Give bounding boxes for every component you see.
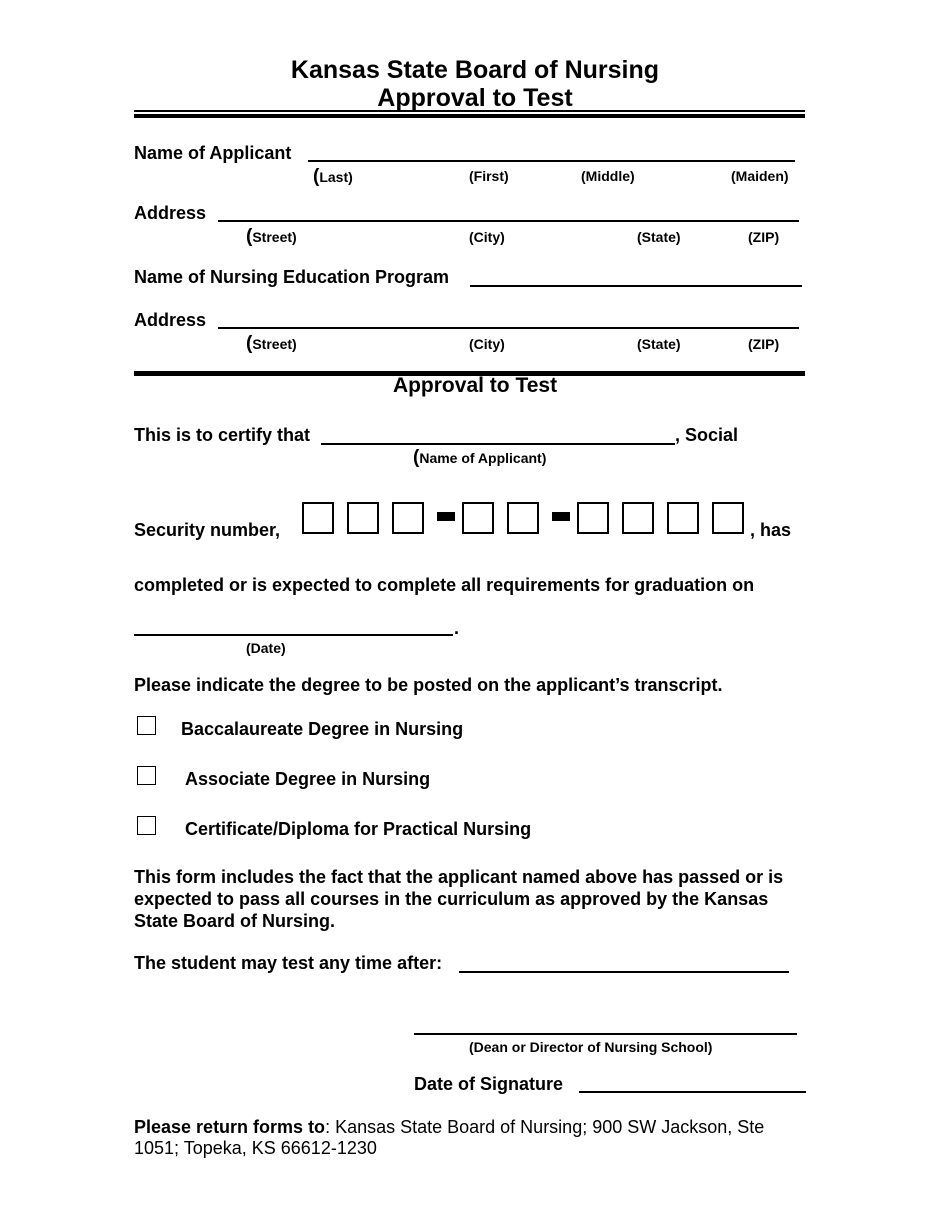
certify-name-caption: (Name of Applicant) [413,447,547,468]
practical-nursing-checkbox[interactable] [137,816,156,835]
baccalaureate-checkbox[interactable] [137,716,156,735]
applicant-city-caption: (City) [469,229,505,245]
graduation-date-field[interactable] [134,634,453,636]
ssn-digit-box[interactable] [577,502,609,534]
applicant-address-field[interactable] [218,220,799,222]
section-heading: Approval to Test [392,374,558,397]
associate-checkbox[interactable] [137,766,156,785]
program-city-caption: (City) [469,336,505,352]
dean-signature-field[interactable] [414,1033,797,1035]
ssn-digit-box[interactable] [712,502,744,534]
practical-nursing-label: Certificate/Diploma for Practical Nursing [185,819,532,839]
ssn-digit-box[interactable] [622,502,654,534]
form-subtitle: Approval to Test [377,84,573,112]
ssn-label: Security number, [134,520,281,540]
applicant-name-label: Name of Applicant [134,143,292,163]
applicant-last-caption: (Last) [313,166,353,187]
test-after-label: The student may test any time after: [134,953,443,973]
program-field[interactable] [470,285,802,287]
return-instructions: Please return forms to: Kansas State Board of Nursing; 900 SW Jackson, Ste 1051; Topeka, KS 66612-1230 [134,1117,765,1158]
program-address-label: Address [134,310,207,330]
ssn-dash [552,512,570,521]
program-state-caption: (State) [637,336,681,352]
program-zip-caption: (ZIP) [748,336,780,352]
certify-social-text: , Social [675,425,739,445]
applicant-state-caption: (State) [637,229,681,245]
completion-text: completed or is expected to complete all requirements for graduation on [134,575,755,595]
degree-prompt: Please indicate the degree to be posted on the applicant’s transcript. [134,675,723,695]
certify-name-field[interactable] [321,443,675,445]
program-street-caption: (Street) [246,333,297,354]
program-address-field[interactable] [218,327,799,329]
title-rule-thick [134,114,805,118]
applicant-zip-caption: (ZIP) [748,229,780,245]
ssn-suffix: , has [750,520,792,540]
signature-date-label: Date of Signature [414,1074,564,1094]
certify-prefix: This is to certify that [134,425,311,445]
ssn-digit-box[interactable] [302,502,334,534]
applicant-address-label: Address [134,203,207,223]
graduation-date-caption: (Date) [246,640,286,656]
dean-signature-caption: (Dean or Director of Nursing School) [469,1039,713,1055]
signature-date-field[interactable] [579,1091,806,1093]
associate-label: Associate Degree in Nursing [185,769,431,789]
applicant-name-field[interactable] [308,160,795,162]
ssn-digit-box[interactable] [347,502,379,534]
applicant-middle-caption: (Middle) [581,168,635,184]
date-period: . [454,618,460,638]
statement-paragraph: This form includes the fact that the applicant named above has passed or is expected to pass all courses in the curriculum as approved by the Kansas State Board of Nursing. [134,867,784,931]
ssn-digit-box[interactable] [392,502,424,534]
applicant-first-caption: (First) [469,168,509,184]
ssn-digit-box[interactable] [507,502,539,534]
baccalaureate-label: Baccalaureate Degree in Nursing [181,719,464,739]
test-after-field[interactable] [459,971,789,973]
ssn-digit-box[interactable] [462,502,494,534]
form-title: Kansas State Board of Nursing [290,56,660,84]
applicant-street-caption: (Street) [246,226,297,247]
applicant-maiden-caption: (Maiden) [731,168,789,184]
ssn-digit-box[interactable] [667,502,699,534]
program-label: Name of Nursing Education Program [134,267,450,287]
ssn-dash [437,512,455,521]
title-rule-thin [134,110,805,112]
